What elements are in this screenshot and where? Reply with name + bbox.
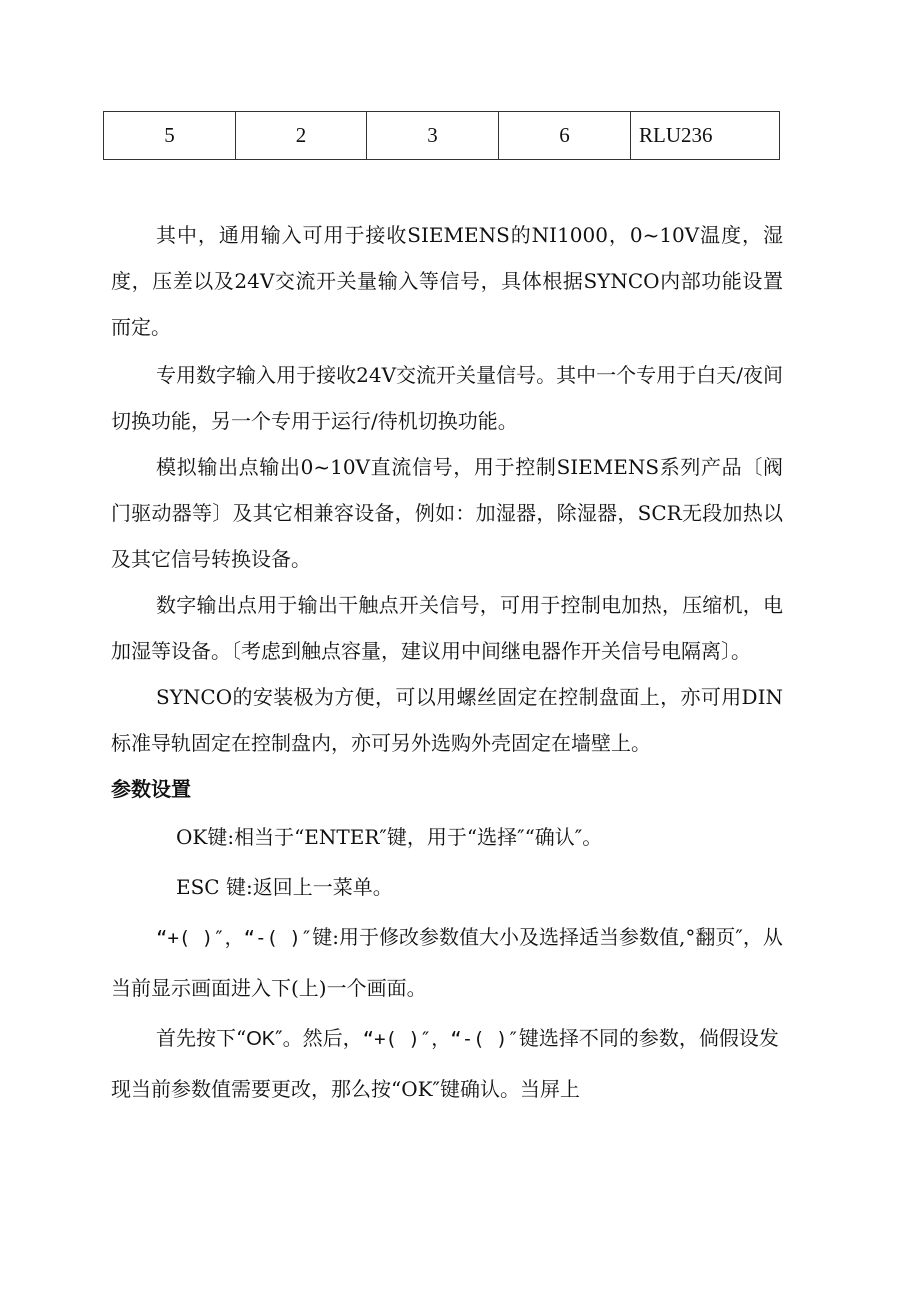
first-step-text-b: ″。然后，: [275, 1026, 363, 1050]
table-cell: 2: [236, 112, 367, 160]
first-step-text-a: 首先按下“: [156, 1026, 247, 1050]
paragraph-installation: SYNCO的安装极为方便，可以用螺丝固定在控制盘面上，亦可用DIN标准导轨固定在控制盘内，亦可另外选购外壳固定在墙壁上。: [111, 685, 783, 755]
io-count-table: [103, 111, 780, 160]
plus-minus-key-description: [111, 912, 783, 1013]
paragraph-analog-outputs: 模拟输出点输出0~10V直流信号，用于控制SIEMENS系列产品〔阀门驱动器等〕及其它相兼容设备，例如：加湿器，除湿器，SCR无段加热以及其它信号转换设备。: [111, 455, 783, 571]
table-cell-model: RLU236: [631, 112, 780, 160]
plus-minus-keys-2: “+( )″，“-( )″: [362, 1028, 519, 1050]
table-cell: 3: [367, 112, 499, 160]
table-cell: 6: [499, 112, 631, 160]
ok-label: OK: [246, 1028, 276, 1050]
paragraph-digital-outputs: 数字输出点用于输出干触点开关信号，可用于控制电加热，压缩机，电加湿等设备。〔考虑到触点容量，建议用中间继电器作开关信号电隔离〕。: [111, 593, 783, 663]
table-cell: 5: [104, 112, 236, 160]
document-body: [111, 212, 783, 1114]
paragraph-digital-inputs: 专用数字输入用于接收24V交流开关量信号。其中一个专用于白天/夜间切换功能，另一个专用于运行/待机切换功能。: [111, 363, 783, 433]
paragraph-universal-inputs: 其中，通用输入可用于接收SIEMENS的NI1000，0~10V温度，湿度，压差以及24V交流开关量输入等信号，具体根据SYNCO内部功能设置而定。: [111, 223, 783, 339]
first-step-text-d: 键选择不同的参数，倘假设发现当前参数值需要更改，那么按“OK″键确认。当屏上: [111, 1026, 779, 1101]
section-title: 参数设置: [111, 777, 191, 801]
ok-key-description: OK键:相当于“ENTER″键，用于“选择″“确认″。: [176, 825, 603, 849]
first-step-paragraph: [111, 1013, 783, 1114]
plus-minus-text: 键:用于修改参数值大小及选择适当参数值,°翻页″，从当前显示画面进入下(上)一个画面。: [111, 925, 783, 1000]
plus-minus-keys: “+( )″，“-( )″: [156, 927, 313, 949]
esc-key-description: ESC 键:返回上一菜单。: [176, 875, 393, 899]
table-row: [104, 112, 780, 160]
